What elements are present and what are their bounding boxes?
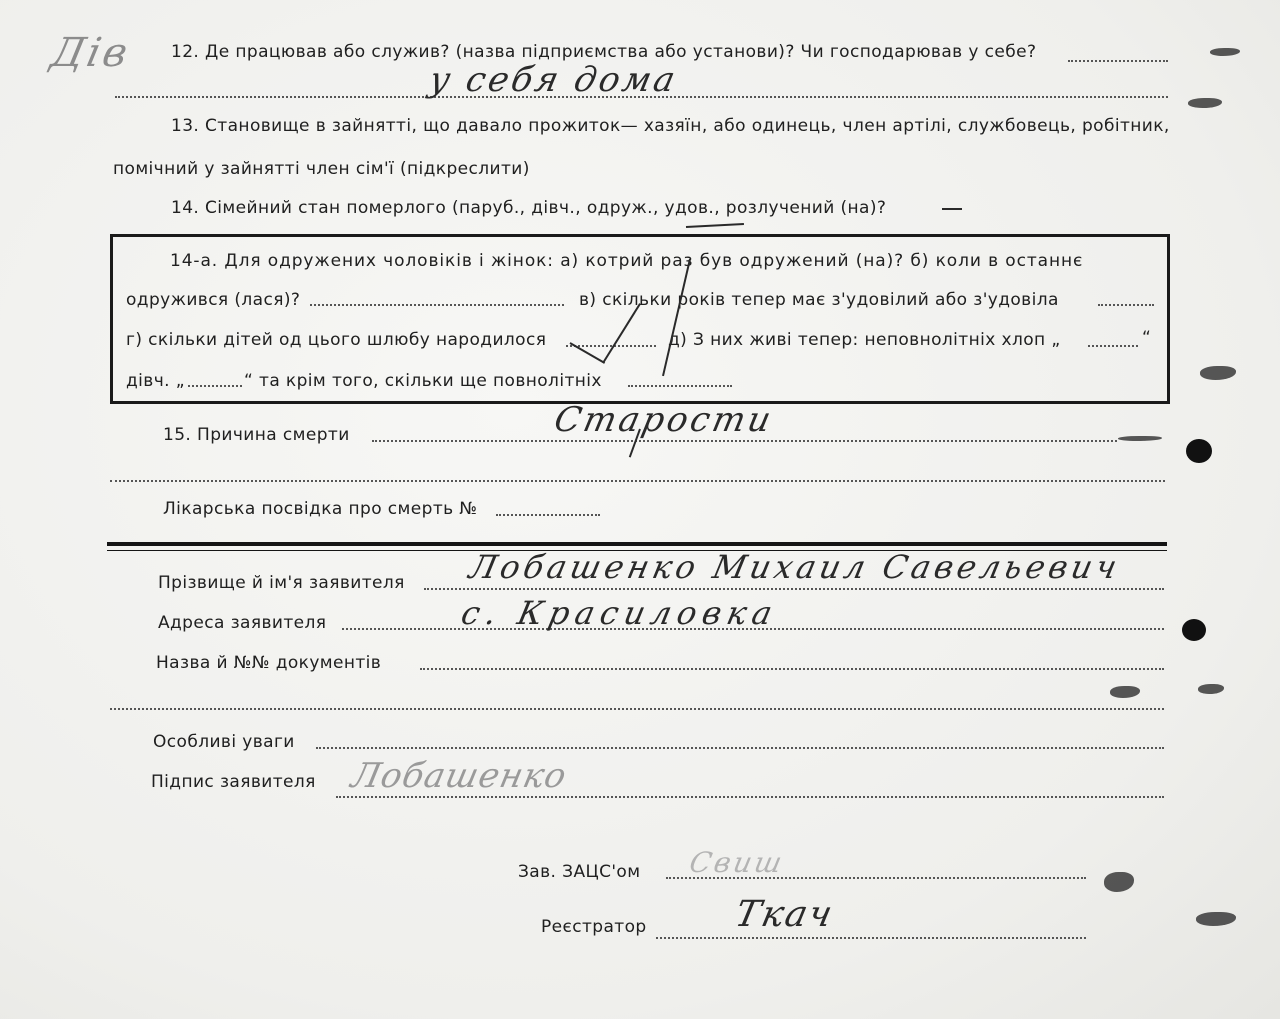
separator-thick	[107, 542, 1167, 546]
q15-dotted-line-2	[110, 480, 1165, 482]
applicant-signature-dotted-line	[336, 796, 1164, 798]
documents-dotted-line-1	[420, 668, 1164, 670]
zags-head-signature: Свиш	[686, 846, 788, 879]
registrar-signature: Ткач	[731, 894, 838, 935]
applicant-address-label: Адреса заявителя	[158, 613, 327, 633]
special-notes-dotted-line	[316, 747, 1164, 749]
q14a-dotted-line-4a	[188, 385, 242, 387]
margin-note: Дів	[47, 30, 135, 76]
q12-answer-handwriting: у себя дома	[425, 60, 682, 100]
question-14a-line-2a: одружився (лася)?	[126, 290, 301, 310]
registrar-label: Реєстратор	[541, 917, 647, 937]
q14-underline-mark	[686, 223, 744, 228]
documents-dotted-line-2	[110, 708, 1164, 710]
question-14-text: 14. Сімейний стан померлого (паруб., дівч., одруж., удов., розлучений (на)?	[171, 198, 887, 218]
question-14a-line-1: 14-а. Для одружених чоловіків і жінок: а) котрий раз був одружений (на)? б) коли в останнє	[170, 251, 1084, 271]
ink-blot-1	[1210, 48, 1240, 56]
ink-blot-6	[1104, 872, 1134, 892]
question-14a-line-3a: г) скільки дітей од цього шлюбу народилося	[126, 330, 547, 350]
q14a-dotted-line-2b	[1098, 304, 1154, 306]
applicant-address-handwriting: с. Красиловка	[457, 594, 782, 632]
q15-dotted-line-1	[372, 440, 1117, 442]
applicant-signature-label: Підпис заявителя	[151, 772, 316, 792]
medical-certificate-label: Лікарська посвідка про смерть №	[163, 499, 478, 519]
question-15-label: 15. Причина смерти	[163, 425, 350, 445]
question-13-line-1: 13. Становище в зайнятті, що давало прожиток— хазяїн, або одинець, член артілі, службовець, робітник,	[171, 116, 1170, 136]
q15-answer-handwriting: Старости	[550, 400, 778, 440]
special-notes-label: Особливі уваги	[153, 732, 295, 752]
registrar-dotted-line	[656, 937, 1086, 939]
punch-hole-1	[1186, 439, 1212, 463]
applicant-name-handwriting: Лобашенко Михаил Савельевич	[465, 548, 1125, 586]
question-14a-line-4a: дівч. „	[126, 371, 185, 391]
q14-dash-mark	[942, 208, 962, 210]
medical-dotted-line	[496, 514, 600, 516]
question-14a-line-2b: в) скільки років тепер має з'удовілий або з'удовіла	[579, 290, 1059, 310]
question-14a-line-4b: “ та крім того, скільки ще повнолітніх	[244, 371, 602, 391]
applicant-name-label: Прізвище й ім'я заявителя	[158, 573, 405, 593]
punch-hole-2	[1182, 619, 1206, 641]
ink-blot-5	[1198, 684, 1224, 694]
question-14a-line-3b: д) З них живі тепер: неповнолітніх хлоп „	[668, 330, 1061, 350]
ink-blot-2	[1188, 98, 1222, 108]
ink-blot-8	[1118, 436, 1162, 441]
question-13-line-2: помічний у зайнятті член сім'ї (підкреслити)	[113, 159, 530, 179]
ink-blot-4	[1110, 686, 1140, 698]
documents-label: Назва й №№ документів	[156, 653, 382, 673]
applicant-signature-handwriting: Лобашенко	[347, 756, 571, 796]
q14a-dotted-line-2a	[310, 304, 564, 306]
q14a-dotted-line-3b	[1088, 345, 1138, 347]
ink-blot-3	[1200, 366, 1236, 380]
ink-blot-7	[1196, 912, 1236, 926]
applicant-name-dotted-line	[424, 588, 1164, 590]
q12-dotted-line-1	[1068, 60, 1168, 62]
question-14a-line-3c: “	[1142, 328, 1152, 348]
q14a-dotted-line-4b	[628, 385, 732, 387]
question-12-text: 12. Де працював або служив? (назва підприємства або установи)? Чи господарював у себе?	[171, 42, 1037, 62]
zags-head-label: Зав. ЗАЦС'ом	[518, 862, 641, 882]
